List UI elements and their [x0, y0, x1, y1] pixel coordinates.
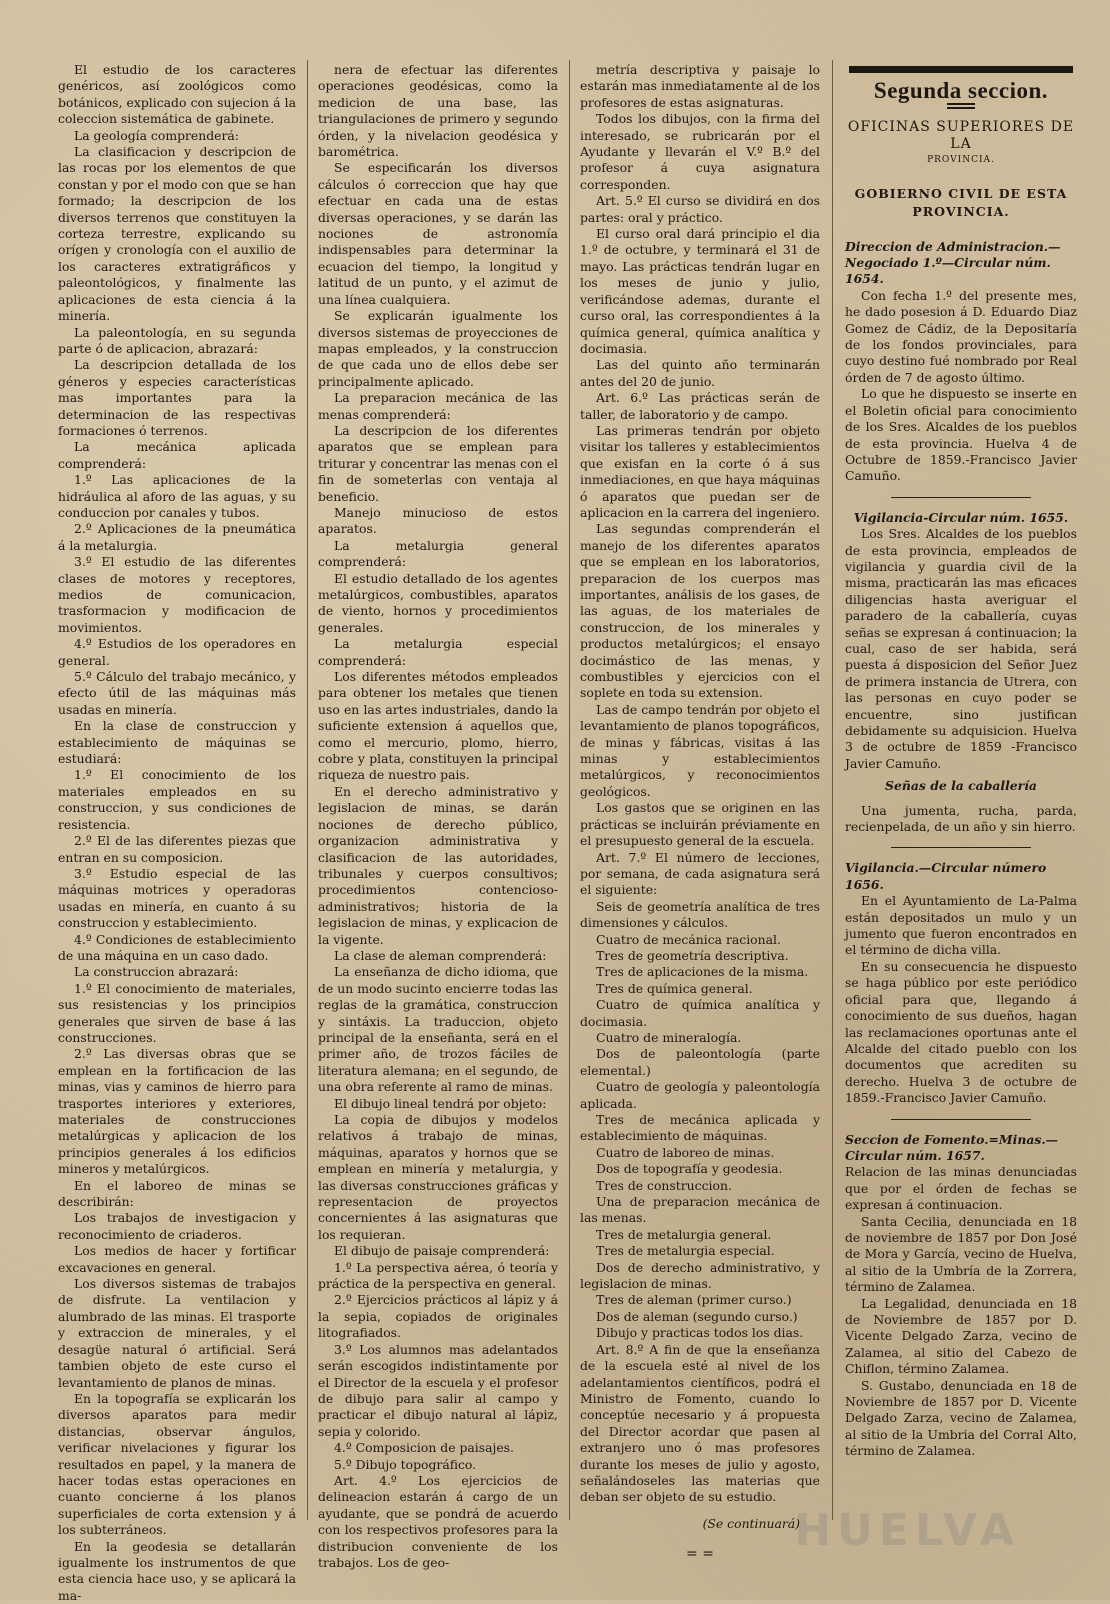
paragraph: La construccion abrazará:: [74, 964, 239, 980]
lesson-list-item: Tres de geometría descriptiva.: [596, 947, 789, 963]
paragraph: Los diversos sistemas de trabajos de disfrute. La ventilacion y alumbrado de las minas. El trasporte y extraccion de minerales, y el desagüe natural ó artificial. Será tambien objeto de este curso el levantamiento de planos de minas.: [58, 1276, 296, 1390]
paragraph: Con fecha 1.º del presente mes, he dado posesion á D. Eduardo Diaz Gomez de Cádiz, de la Depositaría de los fondos provinciales, para cuyo destino fué nombrado por Real órden de 7 de agosto último.: [845, 287, 1077, 385]
paragraph: Art. 8.º A fin de que la enseñanza de la escuela esté al nivel de los adelantamientos científicos, podrá el Ministro de Fomento, cuando lo conceptúe necesario y á propuesta del Director acordar que pasen al extranjero uno ó mas profesores durante los meses de julio y agosto, señalándoseles las materias que deban ser objeto de su estudio.: [580, 1341, 820, 1505]
column-1: [58, 62, 296, 1603]
paragraph: 1.º Las aplicaciones de la hidráulica al aforo de las aguas, y su conduccion por canales y tubos.: [58, 472, 296, 520]
paragraph: 4.º Composicion de paisajes.: [334, 1440, 514, 1456]
paragraph: Los diferentes métodos empleados para obtener los metales que tienen uso en las artes industriales, dando la suficiente extension á aquellos que, como el mercurio, plomo, hierro, cobre y plata, constituyen la principal riqueza de nuestro pais.: [318, 669, 558, 783]
paragraph: La mecánica aplicada comprenderá:: [58, 439, 296, 471]
paragraph: Se explicarán igualmente los diversos sistemas de proyecciones de mapas empleados, y la construccion de que cada uno de ellos debe ser principalmente aplicado.: [318, 308, 558, 389]
paragraph: La descripcion detallada de los géneros y especies características mas importantes para la determinacion de las respectivas formaciones ó terrenos.: [58, 357, 296, 438]
double-rule: [947, 103, 975, 109]
paragraph: Las del quinto año terminarán antes del 20 de junio.: [580, 357, 820, 389]
circular-1655-heading: Vigilancia-Circular núm. 1655.: [853, 509, 1069, 525]
paragraph: En el Ayuntamiento de La-Palma están depositados un mulo y un jumento que fueron encontrados en el término de dicha villa.: [845, 893, 1077, 958]
lesson-list-item: Tres de construccion.: [596, 1177, 732, 1193]
paragraph: 1.º El conocimiento de los materiales empleados en su construccion, y sus condiciones de resistencia.: [58, 767, 296, 832]
paragraph: La enseñanza de dicho idioma, que de un modo sucinto encierre todas las reglas de la gramática, construccion y sintáxis. La traduccion, objeto principal de la enseñanta, será en el primer año, de trozos fáciles de literatura alemana; en el segundo, de una obra referente al ramo de minas.: [318, 964, 558, 1095]
lesson-list-item: Cuatro de mecánica racional.: [596, 931, 781, 947]
divider: [891, 847, 1031, 848]
paragraph: Art. 6.º Las prácticas serán de taller, de laboratorio y de campo.: [580, 390, 820, 422]
paragraph: 2.º Las diversas obras que se emplean en la fortificacion de las minas, vias y caminos de hierro para trasportes interiores y exteriores, materiales de construcciones metalúrgicas y aplicacion de los principios generales á los edificios mineros y metalúrgicos.: [58, 1046, 296, 1177]
lesson-list-item: Cuatro de laboreo de minas.: [596, 1144, 775, 1160]
paragraph: Las de campo tendrán por objeto el levantamiento de planos topográficos, de minas y fábricas, visitas á las minas y establecimientos metalúrgicos, y reconocimientos geológicos.: [580, 701, 820, 799]
paragraph: 1.º La perspectiva aérea, ó teoría y práctica de la perspectiva en general.: [318, 1259, 558, 1292]
paragraph: La clasificacion y descripcion de las rocas por los elementos de que constan y por el modo con que se han formado; la descripcion de los diversos terrenos que constituyen la corteza terrestre, explicando su orígen y cronología con el auxilio de los caracteres extratigráficos y paleontológicos, y finalmente las aplicaciones de esta ciencia á la minería.: [58, 144, 296, 324]
paragraph: En la clase de construccion y establecimiento de máquinas se estudiará:: [58, 718, 296, 767]
column-3: [580, 62, 820, 1563]
paragraph: La preparacion mecánica de las menas comprenderá:: [318, 390, 558, 422]
lesson-list-item: Cuatro de geología y paleontología aplicada.: [580, 1079, 820, 1111]
end-mark: = =: [686, 1546, 714, 1563]
paragraph: S. Gustabo, denunciada en 18 de Noviembre de 1857 por D. Vicente Delgado Zarza, vecino de Zalamea, al sitio de la Umbria del Corral Alto, término de Zalamea.: [845, 1377, 1077, 1459]
paragraph: En su consecuencia he dispuesto se haga público por este periódico oficial para que, llegando á conocimiento de sus dueños, hagan las reclamaciones oportunas ante el Alcalde del citado pueblo con los documentos que acrediten su derecho. Huelva 3 de octubre de 1859.-Francisco Javier Camuño.: [845, 958, 1077, 1106]
lesson-list-item: Dibujo y practicas todos los dias.: [596, 1325, 804, 1341]
paragraph: La geología comprenderá:: [74, 127, 239, 143]
circular-1654-body: [845, 288, 1077, 485]
paragraph: 5.º Cálculo del trabajo mecánico, y efecto útil de las máquinas más usadas en minería.: [58, 669, 296, 717]
lesson-list-item: Dos de paleontología (parte elemental.): [580, 1046, 820, 1078]
paragraph: Se especificarán los diversos cálculos ó correccion que hay que efectuar en cada una de estas diversas operaciones, y se darán las nociones de astronomía indispensables para determinar la ecuacion del tiempo, la longitud y latitud de un punto, y el azimut de una línea cualquiera.: [318, 160, 558, 307]
paragraph: Art. 4.º Los ejercicios de delineacion estarán á cargo de un ayudante, que se pondrá de acuerdo con los respectivos profesores para la distribucion conveniente de los trabajos. Los de geo-: [318, 1472, 558, 1570]
circular-1657-heading: Seccion de Fomento.=Minas.—Circular núm. 1657.: [845, 1131, 1059, 1163]
divider: [891, 497, 1031, 498]
paragraph: 2.º Ejercicios prácticos al lápiz y á la sepia, copiados de originales litografiados.: [318, 1292, 558, 1341]
paragraph: La paleontología, en su segunda parte ó de aplicacion, abrazará:: [58, 324, 296, 356]
paragraph: En el laboreo de minas se describirán:: [58, 1177, 296, 1210]
continued-note: (Se continuará): [702, 1515, 800, 1531]
paragraph: 3.º Los alumnos mas adelantados serán escogidos indistintamente por el Director de la escuela y el profesor de dibujo para salir al campo y practicar el dibujo natural al lápiz, sepia y colorido.: [318, 1341, 558, 1439]
paragraph: Los Sres. Alcaldes de los pueblos de esta provincia, empleados de vigilancia y guardia civil de la misma, practicarán las mas eficaces diligencias hasta averiguar el paradero de la caballería, cuyas señas se expresan á continuacion; la cual, caso de ser habida, será puesta á disposicion del Señor Juez de primera instancia de Utrera, con las personas en cuyo poder se encuentre, sino justifican debidamente su adquisicion. Huelva 3 de octubre de 1859 -Francisco Javier Camuño.: [845, 526, 1077, 771]
circular-1657-intro: Relacion de las minas denunciadas que por el órden de fechas se expresan á continuacion.: [845, 1164, 1077, 1213]
paragraph: La Legalidad, denunciada en 18 de Noviembre de 1857 por D. Vicente Delgado Zarza, vecino de Zalamea, al sitio del Cabezo de Chiflon, término Zalamea.: [845, 1295, 1077, 1377]
paragraph: La descripcion de los diferentes aparatos que se emplean para triturar y concentrar las menas con el fin de someterlas con ventaja al beneficio.: [318, 422, 558, 504]
paragraph: 2.º El de las diferentes piezas que entran en su composicion.: [58, 833, 296, 865]
paragraph: Las primeras tendrán por objeto visitar los talleres y establecimientos que exisfan en la corte ó á sus inmediaciones, en que haya máquinas ó aparatos que puedan ser de aplicacion en la carrera del ingeniero.: [580, 422, 820, 520]
paragraph: El dibujo de paisaje comprenderá:: [334, 1243, 550, 1259]
paragraph: Los trabajos de investigacion y reconocimiento de criaderos.: [58, 1210, 296, 1242]
lesson-list-item: Tres de química general.: [596, 980, 753, 996]
lesson-list-item: Dos de derecho administrativo, y legislacion de minas.: [580, 1259, 820, 1292]
lesson-list-item: Tres de metalurgia general.: [596, 1226, 772, 1242]
paragraph: La metalurgia general comprenderá:: [318, 537, 558, 570]
circular-1654-heading: Direccion de Administracion.—Negociado 1.º—Circular núm. 1654.: [845, 238, 1061, 287]
paragraph: 4.º Condiciones de establecimiento de una máquina en un caso dado.: [58, 931, 296, 963]
column-2: [318, 62, 558, 1570]
paragraph: 1.º El conocimiento de materiales, sus resistencias y los principios generales que sirven de base á las construcciones.: [58, 980, 296, 1045]
paragraph: El estudio de los caracteres genéricos, así zoológicos como botánicos, explicado con sujecion á la coleccion sistemática de gabinete.: [58, 62, 296, 127]
paragraph: Todos los dibujos, con la firma del interesado, se rubricarán por el Ayudante y llevarán el V.º B.º del profesor á cuya asignatura corresponden.: [580, 111, 820, 192]
column-4: [845, 62, 1077, 1582]
paragraph: Art. 5.º El curso se dividirá en dos partes: oral y práctico.: [580, 193, 820, 225]
paragraph: El dibujo lineal tendrá por objeto:: [334, 1095, 547, 1111]
lesson-list-item: Seis de geometría analítica de tres dimensiones y cálculos.: [580, 898, 820, 931]
section-title: Segunda seccion.: [873, 78, 1049, 103]
paragraph: 3.º El estudio de las diferentes clases de motores y receptores, medios de comunicacion, trasformacion y modificacion de movimientos.: [58, 554, 296, 635]
offices-subheading: PROVINCIA.: [927, 155, 995, 166]
paragraph: La metalurgia especial comprenderá:: [318, 636, 558, 668]
circular-1657-body: [845, 1214, 1077, 1460]
paragraph: Santa Cecilia, denunciada en 18 de noviembre de 1857 por Don José de Mora y García, vecino de Huelva, al sitio de la Umbría de la Zorrera, término de Zalamea.: [845, 1213, 1077, 1295]
paragraph: La copia de dibujos y modelos relativos á trabajo de minas, máquinas, aparatos y hornos que se emplean en minería y metalurgia, y las diversas construcciones gráficas y representacion de proyectos concernientes á las asignaturas que los requieran.: [318, 1112, 558, 1242]
paragraph: En la geodesia se detallarán igualmente los instrumentos de que esta ciencia hace uso, y se aplicará la ma-: [58, 1538, 296, 1603]
paragraph: 3.º Estudio especial de las máquinas motrices y operadoras usadas en minería, en cuanto á su construccion y establecimiento.: [58, 865, 296, 931]
lesson-list-item: Tres de mecánica aplicada y establecimiento de máquinas.: [580, 1112, 820, 1144]
lesson-list-item: Cuatro de química analítica y docimasia.: [580, 997, 820, 1029]
paragraph: El curso oral dará principio el dia 1.º de octubre, y terminará el 31 de mayo. Las prácticas tendrán lugar en los meses de junio y julio, verificándose ademas, durante el curso oral, las correspondientes á la química general, química analítica y docimasia.: [580, 226, 820, 356]
paragraph: Manejo minucioso de estos aparatos.: [318, 504, 558, 537]
lesson-list-item: Una de preparacion mecánica de las menas.: [580, 1194, 820, 1226]
lesson-list-item: Dos de topografía y geodesia.: [596, 1161, 783, 1177]
paragraph: Lo que he dispuesto se inserte en el Boletin oficial para conocimiento de los Sres. Alcaldes de los pueblos de esta provincia. Huelva 4 de Octubre de 1859.-Francisco Javier Camuño.: [845, 386, 1077, 484]
paragraph: La clase de aleman comprenderá:: [334, 947, 547, 963]
paragraph: 5.º Dibujo topográfico.: [334, 1456, 477, 1472]
paragraph: Los medios de hacer y fortificar excavaciones en general.: [58, 1243, 296, 1275]
paragraph: Los gastos que se originen en las prácticas se incluirán préviamente en el presupuesto general de la escuela.: [580, 800, 820, 849]
paragraph: En la topografía se explicarán los diversos aparatos para medir distancias, observar ángulos, verificar nivelaciones y figurar los resultados en papel, y la manera de hacer todas estas operaciones en cuanto concierne á los planos superficiales de corta extension y á los subterráneos.: [58, 1390, 296, 1538]
lesson-list-item: Cuatro de mineralogía.: [596, 1029, 742, 1045]
paragraph: metría descriptiva y paisaje lo estarán mas inmediatamente al de los profesores de estas asignaturas.: [580, 62, 820, 110]
paragraph: En el derecho administrativo y legislacion de minas, se darán nociones de derecho público, organizacion administrativa y clasificacion de las autoridades, tribunales y cuerpos consultivos; procedimientos contencioso-administrativos; historia de la legislacion de minas, y explicacion de la vigente.: [318, 783, 558, 947]
paragraph: El estudio detallado de los agentes metalúrgicos, combustibles, aparatos de viento, hornos y procedimientos generales.: [318, 570, 558, 635]
senas-body: Una jumenta, rucha, parda, recienpelada, de un año y sin hierro.: [845, 802, 1077, 835]
government-heading: GOBIERNO CIVIL DE ESTA PROVINCIA.: [854, 185, 1068, 219]
circular-1655-body: [845, 526, 1077, 772]
lesson-list-item: Tres de metalurgia especial.: [596, 1243, 775, 1259]
lesson-list-item: Tres de aleman (primer curso.): [596, 1292, 792, 1308]
paragraph: Art. 7.º El número de lecciones, por semana, de cada asignatura será el siguiente:: [580, 849, 820, 898]
paragraph: 2.º Aplicaciones de la pneumática á la metalurgia.: [58, 521, 296, 553]
circular-1656-body: [845, 893, 1077, 1106]
paragraph: nera de efectuar las diferentes operaciones geodésicas, como la medicion de una base, las triangulaciones de primero y segundo órden, y la nivelacion geodésica y barométrica.: [318, 62, 558, 160]
huelva-watermark: HUELVA: [794, 1505, 1020, 1556]
paragraph: Las segundas comprenderán el manejo de los diferentes aparatos que se emplean en los laboratorios, preparacion de los cuerpos mas importantes, análisis de los gases, de las aguas, de los materiales de construccion, de los minerales y productos metalúrgicos; el ensayo docimástico de las menas, y combustibles y ejercicios con el soplete en toda su extension.: [580, 521, 820, 701]
lesson-list-item: Dos de aleman (segundo curso.): [596, 1308, 798, 1324]
senas-heading: Señas de la caballería: [885, 778, 1037, 794]
lesson-list-item: Tres de aplicaciones de la misma.: [596, 964, 809, 980]
paragraph: 4.º Estudios de los operadores en general.: [58, 636, 296, 668]
circular-1656-heading: Vigilancia.—Circular número 1656.: [845, 860, 1047, 892]
divider: [891, 1119, 1031, 1120]
offices-heading: OFICINAS SUPERIORES DE LA: [847, 119, 1075, 152]
section-top-bar: [849, 66, 1073, 73]
